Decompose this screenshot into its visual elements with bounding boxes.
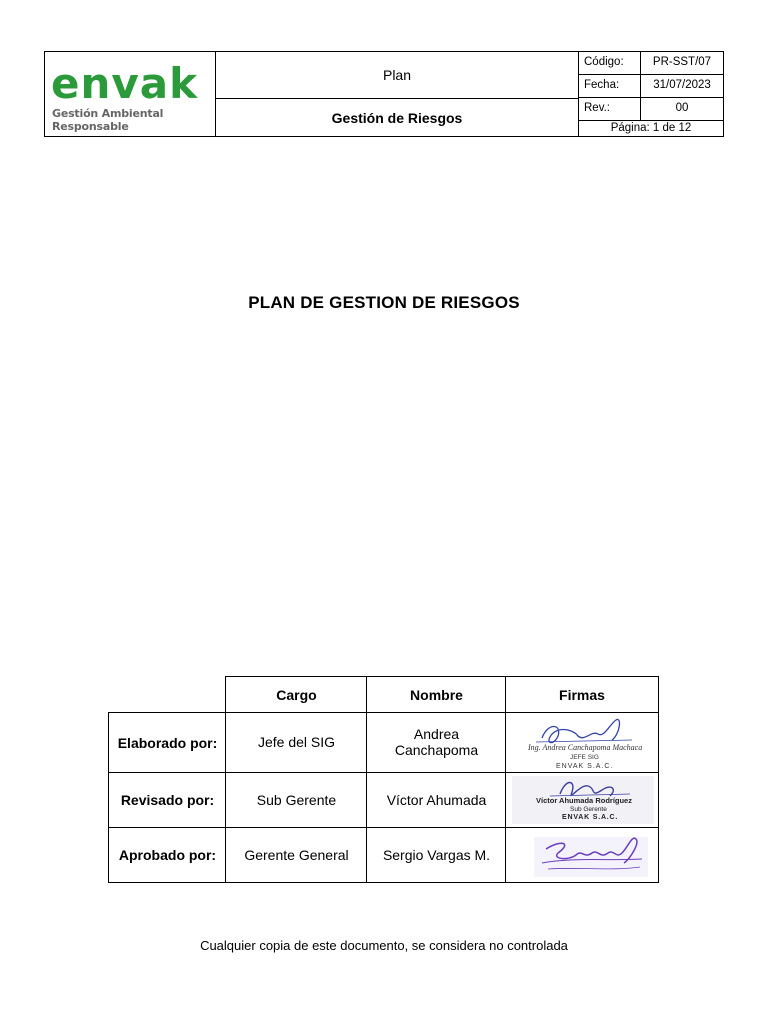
page-separator: de (662, 122, 676, 134)
page-total: 12 (678, 122, 692, 134)
firma-elaborado (505, 712, 659, 773)
row-label-elaborado: Elaborado por: (108, 712, 226, 773)
code-row (579, 52, 723, 75)
document-header (44, 51, 724, 137)
approval-table (108, 676, 659, 883)
cargo-revisado: Sub Gerente (225, 772, 367, 828)
row-label-revisado: Revisado por: (108, 772, 226, 828)
signature-caption-2: JEFE SIG (570, 754, 599, 761)
page-indicator (579, 121, 723, 136)
cargo-aprobado: Gerente General (225, 827, 367, 883)
cargo-elaborado: Jefe del SIG (225, 712, 367, 773)
header-firmas: Firmas (505, 676, 659, 713)
header-nombre: Nombre (366, 676, 506, 713)
page-title: PLAN DE GESTION DE RIESGOS (248, 293, 520, 312)
nombre-revisado: Víctor Ahumada (366, 772, 506, 828)
header-cargo: Cargo (225, 676, 367, 713)
signature-andrea-icon (514, 714, 652, 772)
code-value: PR-SST/07 (652, 56, 712, 68)
date-value: 31/07/2023 (653, 79, 711, 91)
signature-caption-1: Ing. Andrea Canchapoma Machaca (528, 743, 643, 752)
firma-aprobado (505, 827, 659, 883)
signature-caption-3: ENVAK S.A.C. (562, 814, 619, 821)
row-label-aprobado: Aprobado por: (108, 827, 226, 883)
logo-cell (45, 52, 216, 136)
signature-caption-1: Víctor Ahumada Rodríguez (536, 796, 632, 805)
date-label: Fecha: (579, 75, 641, 97)
footer-note: Cualquier copia de este documento, se considera no controlada (200, 938, 568, 953)
page-current: 1 (652, 122, 660, 134)
document-type: Plan (216, 52, 579, 99)
nombre-elaborado: Andrea Canchapoma (366, 712, 506, 773)
signature-caption-3: ENVAK S.A.C. (556, 763, 614, 770)
date-row (579, 75, 723, 98)
company-logo: envak (51, 59, 199, 108)
signature-victor-icon (510, 774, 656, 826)
company-tagline: Gestión Ambiental Responsable (52, 107, 164, 133)
nombre-aprobado: Sergio Vargas M. (366, 827, 506, 883)
signature-sergio-icon (512, 831, 652, 879)
document-subject: Gestión de Riesgos (216, 99, 579, 136)
document-metadata (579, 52, 723, 136)
rev-label: Rev.: (579, 98, 641, 120)
rev-value: 00 (675, 102, 689, 114)
signature-caption-2: Sub Gerente (570, 806, 607, 813)
rev-row (579, 98, 723, 121)
firma-revisado (505, 772, 659, 828)
code-label: Código: (579, 52, 641, 74)
page-label: Página: (610, 122, 650, 134)
